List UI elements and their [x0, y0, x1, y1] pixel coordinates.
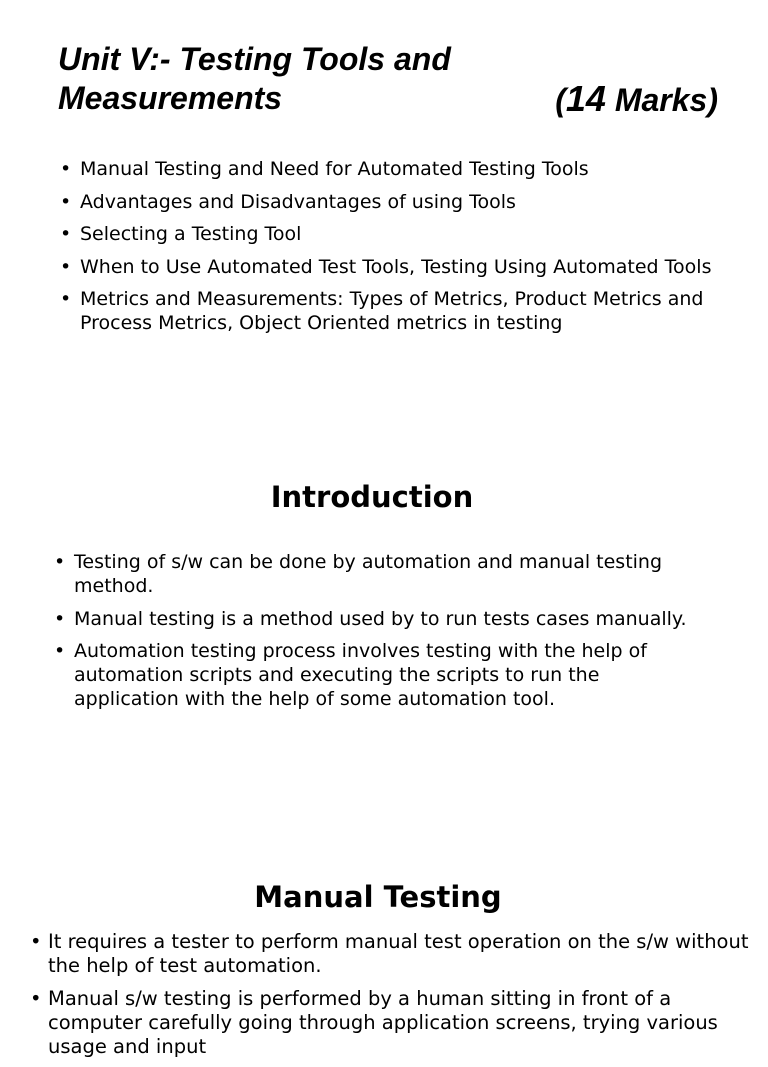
topic-item: • Advantages and Disadvantages of using Tools — [60, 190, 750, 214]
introduction-list — [54, 550, 694, 720]
manual-testing-heading: Manual Testing — [254, 880, 502, 914]
unit-title-line2-row — [58, 79, 718, 120]
marks-number: 14 — [565, 78, 606, 119]
topic-item: • Metrics and Measurements: Types of Metrics, Product Metrics and Process Metrics, Object Oriented metrics in testing — [60, 287, 750, 335]
marks-open: ( — [555, 82, 566, 118]
marks-close: Marks) — [605, 82, 718, 118]
manual-testing-list — [30, 930, 760, 1067]
unit-title-line2: Measurements — [58, 80, 283, 116]
unit-title — [58, 40, 718, 120]
marks-label — [555, 79, 718, 120]
introduction-item: • Testing of s/w can be done by automation and manual testing method. — [54, 550, 694, 598]
introduction-item: • Automation testing process involves testing with the help of automation scripts and executing the scripts to run the application with the help of some automation tool. — [54, 639, 694, 711]
introduction-heading: Introduction — [270, 480, 474, 514]
topic-item: • Manual Testing and Need for Automated Testing Tools — [60, 157, 750, 181]
topic-item: • When to Use Automated Test Tools, Testing Using Automated Tools — [60, 255, 750, 279]
unit-title-line1: Unit V:- Testing Tools and — [58, 41, 451, 77]
topic-item: • Selecting a Testing Tool — [60, 222, 750, 246]
manual-testing-item: • It requires a tester to perform manual test operation on the s/w without the help of test automation. — [30, 930, 760, 978]
topics-list — [60, 157, 750, 344]
manual-testing-item: • Manual s/w testing is performed by a human sitting in front of a computer carefully going through application screens, trying various usage and input — [30, 987, 760, 1059]
introduction-item: • Manual testing is a method used by to run tests cases manually. — [54, 607, 694, 631]
